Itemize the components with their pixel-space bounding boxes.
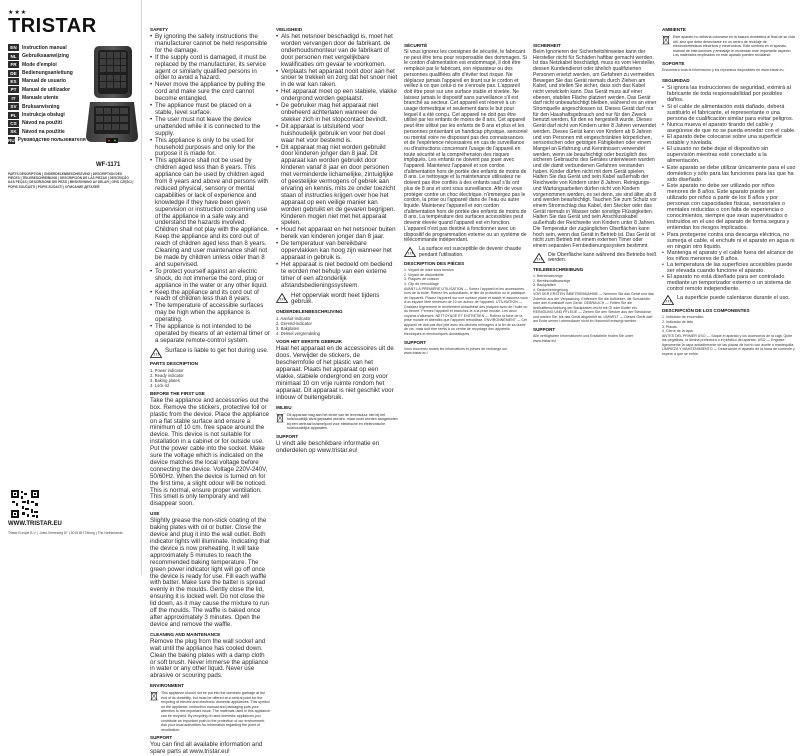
paragraph: Haal het apparaat en de accessoires uit de doos. Verwijder de stickers, de beschermfolie of het plastic van het apparaat. Plaats het apparaat op een vlakke, stabiele ondergrond en zorg voor minimaal 10 cm vrije ruimte rondom het apparaat. Dit apparaat is niet geschikt voor inbouw of buitengebruik. (276, 345, 394, 401)
warning-text: La surface est susceptible de devenir chaude pendant l'utilisation. (419, 245, 522, 258)
list-item: 1. Indicador de encendido (662, 315, 704, 320)
hot-surface-icon (150, 348, 162, 358)
column-dutch (276, 24, 398, 569)
list-item: 3. Placas (662, 324, 677, 329)
paragraph: Encontrará toda la información y los repuestos disponibles en www.tristar.eu. (662, 67, 785, 72)
company-address: Tristar Europe B.V. | Jules Verneweg 87 | 5015 BH Tilburg | The Netherlands (8, 531, 123, 535)
language-item: SV Bruksanvisning (8, 103, 84, 111)
list-item: 1. Voyant de mise sous tension (404, 268, 454, 273)
recycle-bin-icon (150, 691, 158, 701)
list-item: • De temperatuur van bereikbare oppervlakken kan hoog zijn wanneer het apparaat in gebruik is. (276, 241, 398, 262)
list-item: 4. Deckelverriegelung (533, 287, 568, 292)
section-heading: SOPORTE (662, 60, 685, 66)
safety-list (150, 34, 270, 345)
language-list (8, 44, 84, 145)
list-item: • Si el cable de alimentación está dañado, deberá sustituirlo el fabricante, el representante o una persona de cualificación similar para evitar peligros. (662, 104, 796, 122)
list-item: 2. Voyant de disponibilité (404, 272, 444, 277)
list-item: • This appliance shall not be used by children aged less than 8 years. This appliance can be used by children aged from 8 years and above and persons with reduced physical, sensory or mental capabilities or lack of experience and knowledge if they have been given supervision or instruction concerning use of the appliance in a safe way and understand the hazards involved. Children shall not play with the appliance. Keep the appliance and its cord out of reach of children aged less than 8 years. Cleaning and user maintenance shall not be made by children unless older than 8 and supervised. (150, 158, 270, 269)
list-item: • Mantenga el aparato y el cable fuera del alcance de los niños menores de 8 años. (662, 250, 796, 262)
section-heading: SUPPORT (533, 327, 556, 333)
hot-surface-icon (276, 293, 288, 303)
hot-surface-icon (662, 295, 674, 305)
hot-surface-warning (276, 293, 398, 307)
hot-surface-warning (533, 253, 657, 264)
list-item: • De gebruiker mag het apparaat niet onbeheerd achterlaten wanneer de stekker zich in het stopcontact bevindt. (276, 103, 398, 124)
language-item: RU Руководство пользователя (8, 137, 86, 144)
section-heading: ONDERDELENBESCHRIJVING (276, 309, 343, 315)
language-item: FR Mode d'emploi (8, 61, 84, 69)
section-heading: SUPPORT (404, 339, 427, 345)
list-item: • Het apparaat moet op een stabiele, vlakke ondergrond worden geplaatst. (276, 89, 398, 103)
section-heading: USE (150, 511, 160, 517)
section-heading: AMBIENTE (662, 27, 686, 32)
language-item: SK Návod na použitie (8, 128, 84, 136)
language-item: ES Manual de usuario (8, 78, 84, 86)
list-item: • The temperature of accessible surfaces may be high when the appliance is operating. (150, 303, 270, 324)
list-item: • Keep the appliance and its cord out of reach of children less than 8 years. (150, 290, 270, 304)
paragraph: Dit apparaat mag aan het einde van de levensduur niet bij het huishoudelijk afval geplaatst worden, maar moet worden aangeboden bij een centraal inzamelpunt voor elektrische en elektronische huishoudelijke apparaten. (287, 412, 398, 431)
paragraph: This appliance should not be put into the domestic garbage at the end of its durability, but must be offered at a central point for the recycling of electric and electronic domestic appliances. This symbol on the appliance, instruction manual and packaging puts your attention to this important issue. The materials used in this appliance can be recycled. By recycling of used domestic appliances you contribute an important push to the protection of our environment. Ask your local authorities for information regarding the point of recollection. (161, 691, 271, 732)
paragraph: Beim Ignorieren der Sicherheitshinweise kann der Hersteller nicht für Schäden haftbar gemacht werden. Ist das Netzkabel beschädigt, muss es vom Hersteller, dessen Kundendienst oder ähnlich qualifizierten Personen ersetzt werden, um Gefahren zu vermeiden. Bewegen Sie das Gerät niemals durch Ziehen am Kabel, und stellen Sie sicher, dass sich das Kabel nicht verwickeln kann. Das Gerät muss auf einer ebenen, stabilen Fläche platziert werden. Das Gerät darf nicht unbeaufsichtigt bleiben, während es an einer Stromquelle angeschlossen ist. Dieses Gerät darf nur für den Haushaltsgebrauch und nur für den Zweck benutzt werden, für den es hergestellt wurde. Dieses Gerät darf nicht von Kindern unter 8 Jahren verwendet werden. Dieses Gerät kann von Kindern ab 8 Jahren und von Personen mit eingeschränkten körperlichen, sensorischen oder geistigen Fähigkeiten oder einem Mangel an Erfahrung und Kenntnissen verwendet werden, wenn sie beaufsichtigt oder bezüglich des sicheren Gebrauchs des Gerätes unterwiesen wurden und die damit verbundenen Gefahren verstanden haben. Kinder dürfen nicht mit dem Gerät spielen. Halten Sie das Gerät und sein Kabel außerhalb der Reichweite von Kindern unter 8 Jahren. Reinigungs- und Wartungsarbeiten dürfen nicht von Kindern vorgenommen werden, es sei denn, sie sind älter als 8 und werden beaufsichtigt. Tauchen Sie zum Schutz vor einem Stromschlag das Kabel, den Stecker oder das Gerät niemals in Wasser oder sonstige Flüssigkeiten. Halten Sie das Gerät und sein Anschlusskabel außerhalb der Reichweite von Kindern unter 8 Jahren. Die Temperatur der zugänglichen Oberflächen kann hoch sein, wenn das Gerät in Betrieb ist. Das Gerät ist nicht zum Betrieb mit einem externen Timer oder einem separaten Fernbedienungssystem bestimmt. (533, 49, 657, 249)
list-item: • El usuario no debe dejar el dispositivo sin supervisión mientras esté conectado a la alimentación. (662, 146, 796, 164)
list-item: • By ignoring the safety instructions the manufacturer cannot be held responsible for the damage. (150, 34, 270, 55)
paragraph: VOR DER ERSTEN INBETRIEBNAHME — Nehmen Sie das Gerät und das Zubehör aus der Verpackung. Entfernen Sie die Aufkleber, die Schutzfolie oder den Kunststoff vom Gerät. GEBRAUCH — Fetten Sie die Antihaftbeschichtung der Backplatten leicht mit Öl oder Butter ein. REINIGUNG UND PFLEGE — Ziehen Sie den Stecker aus der Steckdose und warten Sie, bis das Gerät abgekühlt ist. UMWELT — Dieses Gerät darf am Ende seiner Lebensdauer nicht im Hausmüll entsorgt werden. (533, 292, 654, 324)
list-item: • Si ignora las instrucciones de seguridad, eximirá al fabricante de toda responsabilidad por posibles daños. (662, 85, 796, 103)
hot-surface-icon (533, 253, 545, 263)
list-item: • Het apparaat is niet bedoeld om bediend te worden met behulp van een externe timer of een afzonderlijk afstandsbedieningssysteem. (276, 262, 398, 290)
list-item: 1. Aan/uit-indicator (276, 316, 311, 322)
section-heading: MILIEU (276, 404, 292, 410)
section-heading: CLEANING AND MAINTENANCE (150, 631, 221, 637)
list-item: 4. Clip de verrouillage (404, 281, 439, 286)
list-item: • The user must not leave the device unattended while it is connected to the supply. (150, 117, 270, 138)
recycle-bin-icon (276, 413, 284, 423)
section-heading: VEILIGHEID (276, 27, 303, 32)
waffle-maker-illustration (84, 40, 140, 160)
language-item: PL Instrukcja obsługi (8, 111, 84, 119)
hot-surface-icon (404, 247, 416, 257)
paragraph: U vindt alle beschikbare informatie en onderdelen op www.tristar.eu! (276, 439, 380, 454)
list-item: • Este aparato no debe ser utilizado por niños menores de 8 años. Este aparato puede ser utilizado por niños a partir de los 8 años y por personas con capacidades físicas, sensoriales o mentales reducidas o con falta de experiencia o conocimientos, siempre que sean supervisados o instruidos en el uso del aparato de forma segura y entiendan los riesgos implicados. (662, 183, 796, 232)
section-heading: DESCRIPTION DES PIÈCES (404, 261, 465, 267)
paragraph: AVANT LA PREMIÈRE UTILISATION — Sortez l'appareil et les accessoires hors de la boîte. Retirez les autocollants, le film de protection ou le plastique de l'appareil. Placez l'appareil sur une surface plane et stable et assurez-vous d'un espace libre minimum de 10 cm autour de l'appareil. UTILISATION — Graissez légèrement le revêtement antiadhésif des plaques avec de l'huile ou du beurre. Fermez l'appareil et branchez-le à la prise murale. Les deux voyants s'allument. NETTOYAGE ET ENTRETIEN — Retirez la fiche de la prise murale et attendez que l'appareil refroidisse. ENVIRONNEMENT — Cet appareil ne doit pas être jeté avec les déchets ménagers à la fin de sa durée de vie, mais doit être remis à un centre de recyclage des appareils électriques et électroniques domestiques. (404, 286, 528, 336)
list-item: • To protect yourself against an electric shock, do not immerse the cord, plug or appliance in the water or any other liquid. (150, 269, 270, 290)
brand-logo: TRISTAR (8, 15, 97, 37)
paragraph: Este aparato no debería colocarse en la basura doméstica al final de su vida útil, sino que debe desecharse en un centro de reciclaje de electrodomésticos eléctricos y electrónicos. Este símbolo en el aparato, manual de instrucciones y embalaje le recuerdan este importante aspecto. Los materiales empleados en este aparato pueden reciclarse. (673, 35, 795, 58)
list-item: • Houd het apparaat en het netsnoer buiten bereik van kinderen jonger dan 8 jaar. (276, 227, 398, 241)
column-english (150, 24, 271, 756)
list-item: • This appliance is only to be used for household purposes and only for the purpose it is made for. (150, 138, 270, 159)
brand-stars: ★★★ (8, 10, 28, 16)
list-item: 3. Backplatten (533, 283, 556, 288)
section-heading: VOOR HET EERSTE GEBRUIK (276, 339, 343, 345)
paragraph: Si vous ignorez les consignes de sécurité, le fabricant ne peut être tenu pour responsable des dommages. Si le cordon d'alimentation est endommagé, il doit être remplacé par le fabricant, son réparateur ou des personnes qualifiées afin d'éviter tout risque. Ne déplacez jamais l'appareil en tirant sur le cordon et veillez à ce que celui-ci ne s'enroule pas. L'appareil doit être posé sur une surface stable et nivelée. Ne laissez jamais le dispositif sans surveillance s'il est branché au secteur. Cet appareil est réservé à un usage domestique et seulement dans le but pour lequel il a été conçu. Cet appareil ne doit pas être utilisé par les enfants de moins de 8 ans. Cet appareil peut être utilisé par les enfants de 8 ans et plus et les personnes présentant un handicap physique, sensoriel ou mental voire ne disposant pas des connaissances et de l'expérience nécessaires en cas de surveillance ou d'instructions concernant l'usage de l'appareil en toute sécurité et la compréhension des risques impliqués. Les enfants ne doivent pas jouer avec l'appareil. Maintenez l'appareil et son cordon d'alimentation hors de portée des enfants de moins de 8 ans. Le nettoyage et la maintenance utilisateur ne doivent pas être confiés à des enfants sauf s'ils ont plus de 8 ans et sont sous surveillance. Afin de vous protéger contre un choc électrique, n'immergez pas le cordon, la prise ou l'appareil dans de l'eau ou autre liquide. Maintenez l'appareil et son cordon d'alimentation hors de portée des enfants de moins de 8 ans. La température des surfaces accessibles peut devenir élevée quand l'appareil est en fonction. L'appareil n'est pas destiné à fonctionner avec un dispositif de programmation externe ou un système de télécommande indépendant. (404, 49, 528, 244)
list-item: 2. Ready indicator (150, 372, 184, 378)
safety-list (662, 85, 796, 292)
list-item: • Als het netsnoer beschadigd is, moet het worden vervangen door de fabrikant, de onderhoudsmonteur van de fabrikant of door personen met vergelijkbare kwalificaties om gevaar te voorkomen. (276, 34, 398, 69)
warning-text: La superficie puede calentarse durante el uso. (677, 295, 790, 302)
section-heading: ENVIRONMENT (150, 683, 184, 689)
parts-list (276, 316, 398, 336)
list-item: 1. Betriebsanzeige (533, 274, 563, 279)
language-item: DE Bedienungsanleitung (8, 69, 84, 77)
list-item: • If the supply cord is damaged, it must be replaced by the manufacturer, its service agent or similarly qualified persons in order to avoid a hazard. (150, 55, 270, 83)
section-heading: TEILEBESCHREIBUNG (533, 267, 584, 273)
list-item: • El aparato debe colocarse sobre una superficie estable y nivelada. (662, 134, 796, 146)
paragraph: Vous trouverez toutes les informations et pièces de rechange sur www.tristar.eu ! (404, 346, 508, 356)
list-item: 3. Bakplaten (276, 326, 300, 332)
list-item: • Nunca mueva el aparato tirando del cable y asegúrese de que no se pueda enredar con el cable. (662, 122, 796, 134)
language-item: IT Manuale utente (8, 94, 84, 102)
parts-list (404, 268, 528, 286)
column-spanish (662, 24, 796, 569)
section-heading: SICHERHEIT (533, 43, 561, 48)
paragraph: Slightly grease the non-stick coating of the baking plates with oil or butter. Close the device and plug it into the wall outlet. Both indicator lights will illuminate. Indicating that the device is now preheating. It will take approximately 5 minutes to reach the recommended baking temperature. The green power indicator light will go off once the device is ready for use. Fill each waffle with batter. Make sure the batter is spread evenly in the moulds. Gently close the lid, ensuring it is locked well. Do not close the lid down, as it may cause the mixture to run off the moulds. The waffle is baked once after approximately 3 minutes. Open the device and remove the waffle. (150, 517, 270, 628)
section-heading: SUPPORT (276, 433, 299, 439)
cover-panel (0, 0, 142, 575)
section-heading: SUPPORT (150, 735, 173, 741)
list-item: • The appliance must be placed on a stable, level surface. (150, 103, 270, 117)
list-item: • El aparato no está diseñado para ser controlado mediante un temporizador externo o un sistema de control remoto independiente. (662, 274, 796, 292)
section-heading: PARTS DESCRIPTION (150, 360, 198, 366)
recycle-bin-icon (662, 35, 670, 45)
warning-text: Surface is liable to get hot during use. (165, 346, 269, 354)
paragraph: Remove the plug from the wall socket and wait until the appliance has cooled down. Clean the baking plates with a damp cloth or soft brush. Never immerse the appliance in water or any other liquid. Never use abrasive or scouring pads. (150, 637, 269, 680)
paragraph: Alle verfügbaren Informationen und Ersatzteile finden Sie unter www.tristar.eu! (533, 334, 634, 343)
parts-list (150, 368, 270, 388)
list-item: • The appliance is not intended to be operated by means of an external timer or a separate remote-control system. (150, 324, 270, 345)
list-item: • Verplaats het apparaat nooit door aan het snoer te trekken en zorg dat het snoer niet in de war kan raken. (276, 69, 398, 90)
parts-list (662, 315, 796, 333)
list-item: • Dit apparaat mag niet worden gebruikt door kinderen jonger dan 8 jaar. Dit apparaat kan worden gebruikt door kinderen vanaf 8 jaar en door personen met verminderde lichamelijke, zintuiglijke of geestelijke vermogens of gebrek aan ervaring en kennis, mits ze onder toezicht staan of instructies krijgen over hoe het apparaat op een veilige manier kan worden gebruikt en de gevaren begrijpen. Kinderen mogen niet met het apparaat spelen. (276, 145, 398, 228)
paragraph: Take the appliance and accessories out the box. Remove the stickers, protective foil or plastic from the device. Place the appliance on a flat stable surface and ensure a minimum of 10 cm. free space around the device. This device is not suitable for installation in a cabinet or for outside use. Put the power cable into the socket. Make sure the voltage which is indicated on the device matches the local voltage before connecting the device. Voltage 220V-240V, 50/60Hz. When the device is turned on for the first time, a slight odour will be noticed. This is normal, ensure proper ventilation. This smell is only temporary and will disappear soon. (150, 396, 270, 508)
list-item: 4. Deksel vergrendeling (276, 331, 320, 337)
language-item: NL Gebruiksaanwijzing (8, 52, 84, 60)
cover-fine-print: PARTS DESCRIPTION | ONDERDELENBESCHRIJVING | DESCRIPTION DES PIÈCES | TEILEBESCHREIBUNG | DESCRIPCIÓN DE LAS PIEZAS | DESCRIÇÃO DAS PEÇAS | DESCRIZIONE DEI PEZZI | BESKRIVNING AV DELAR | OPIS CZĘŚCI | POPIS SOUČÁSTÍ | POPIS SÚČASTÍ | ОПИСАНИЕ ДЕТАЛЕЙ (8, 172, 134, 189)
section-heading: SEGURIDAD (662, 78, 690, 84)
model-number: WF-1171 (96, 162, 121, 168)
section-heading: DESCRIPCIÓN DE LOS COMPONENTES (662, 308, 750, 314)
warning-text: Het oppervlak wordt heet tijdens gebruik. (291, 291, 380, 306)
section-heading: BEFORE THE FIRST USE (150, 390, 205, 396)
list-item: • Dit apparaat is uitsluitend voor huishoudelijk gebruik en voor het doel waar het voor bestemd is. (276, 124, 398, 145)
list-item: 3. Plaques de cuisson (404, 277, 440, 282)
hot-surface-warning (662, 295, 796, 305)
language-item: CS Návod na použití (8, 120, 84, 128)
list-item: 2. Indicador de listo (662, 320, 694, 325)
parts-list (533, 274, 657, 292)
list-item: 2. Gereed-indicator (276, 321, 312, 327)
list-item: • Para protegerse contra una descarga eléctrica, no sumerja el cable, el enchufe ni el aparato en agua ni en ningún otro líquido. (662, 232, 796, 250)
hot-surface-warning (404, 247, 528, 258)
list-item: 2. Bereitschaftsanzeige (533, 278, 571, 283)
column-german (533, 40, 657, 569)
list-item: 3. Baking plates (150, 377, 180, 383)
paragraph: ANTES DEL PRIMER USO — Saque el aparato y los accesorios de la caja. Quite las pegatinas, la lámina protectora o el plástico del aparato. USO — Engrase ligeramente la capa antiadherente de las placas de horno con aceite o mantequilla. LIMPIEZA Y MANTENIMIENTO — Desenchufe el aparato de la toma de corriente y espere a que se enfríe. (662, 333, 795, 356)
section-heading: SAFETY (150, 27, 169, 32)
section-heading: SÉCURITÉ (404, 43, 428, 48)
list-item: 4. Lock lid (150, 382, 169, 388)
warning-text: Die Oberfläche kann während des Betriebs heiß werden. (548, 251, 657, 264)
hot-surface-warning (150, 348, 270, 358)
column-french (404, 40, 528, 569)
website-url: WWW.TRISTAR.EU (8, 521, 62, 527)
list-item: • Este aparato se debe utilizar únicamente para el uso doméstico y sólo para las funciones para las que ha sido diseñado. (662, 165, 796, 183)
list-item: • Never move the appliance by pulling the cord and make sure the cord cannot become entangled. (150, 82, 270, 103)
list-item: 4. Cierre de la tapa (662, 329, 693, 334)
brand-block (8, 10, 138, 36)
safety-list (276, 34, 398, 290)
list-item: • La temperatura de las superficies accesibles puede ser elevada cuando funcione el aparato. (662, 262, 796, 274)
paragraph: You can find all available information and spare parts at www.tristar.eu! (150, 741, 263, 756)
qr-code-icon (10, 489, 40, 519)
language-item: PT Manual de utilizador (8, 86, 84, 94)
list-item: 1. Power indicator (150, 367, 184, 373)
language-item: EN Instruction manual (8, 44, 84, 52)
